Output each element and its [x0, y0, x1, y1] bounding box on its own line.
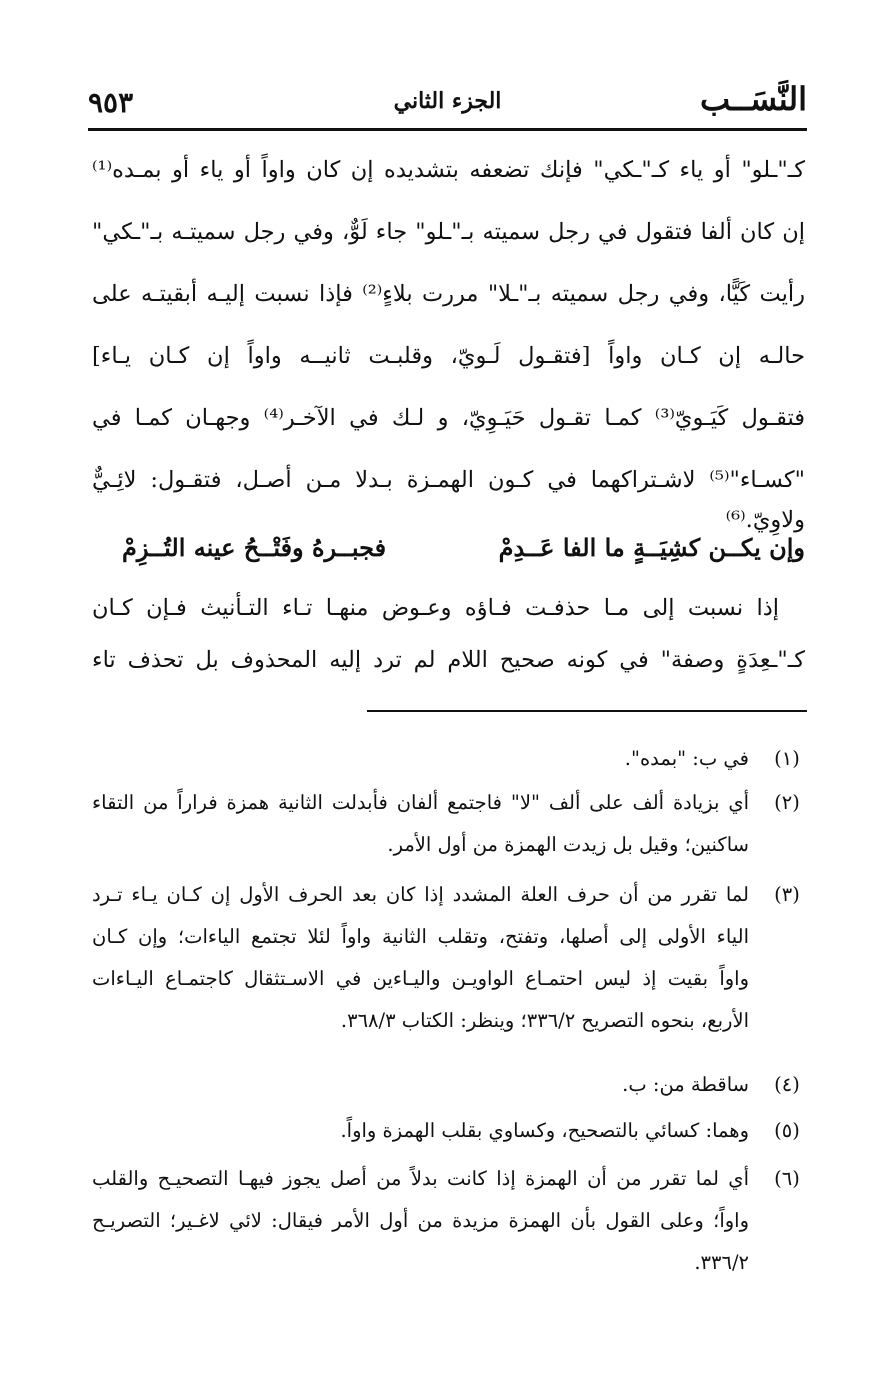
footnote-line: أي لما تقرر من أن الهمزة إذا كانت بدلاً من أصل يجوز فيهـا التصحيـح والقلب	[92, 1167, 749, 1190]
text-line: ولاوِيّ.⁽⁶⁾	[725, 507, 805, 533]
text-line: فتقـول كَيَـويّ⁽³⁾ كمـا تقـول حَيَـوِيّ، و لـك في الآخـر⁽⁴⁾ وجهـان كمـا في	[92, 405, 806, 431]
footnote-line: واواً؛ وعلى القول بأن الهمزة مزيدة من أول الأمر فيقال: لائي لاغـير؛ التصريـح	[92, 1209, 749, 1232]
text-line: إن كان ألفا فتقول في رجل سميته بـ"ـلو" جاء لَوٌّ، وفي رجل سميتـه بـ"ـكي"	[92, 219, 805, 245]
footnote-text	[92, 1110, 749, 1152]
footnote-number: (٢)	[774, 791, 800, 814]
footnote-separator	[367, 710, 807, 712]
footnote-number: (١)	[774, 747, 800, 770]
footnote-text	[92, 874, 749, 1042]
text-line: "كسـاء"⁽⁵⁾ لاشـتراكهما في كـون الهمـزة بـدلا مـن أصـل، فتقـول: لائِـيٌّ	[92, 467, 805, 493]
footnote-text	[92, 1064, 749, 1106]
footnote-number: (٥)	[774, 1119, 800, 1142]
footnote-line: ٣٣٦/٢.	[694, 1251, 749, 1274]
page-number: ٩٥٣	[88, 86, 134, 119]
footnote-line: واواً بقيت إذ ليس احتمـاع الواويـن واليـاءين في الاسـتثقال كاجتمـاع اليـاءات	[92, 967, 749, 990]
footnote-number: (٤)	[774, 1073, 800, 1096]
verse-second-hemistich: فجبــرهُ وفَتْــحُ عينه التُــزِمْ	[122, 533, 387, 562]
running-title: النَّسَــب	[699, 80, 807, 118]
footnote-text	[92, 738, 749, 780]
verse-first-hemistich: وإن يكــن كشِيَــةٍ ما الفا عَــدِمْ	[498, 533, 805, 562]
page-header	[88, 78, 807, 131]
poetry-verse	[92, 528, 805, 568]
footnote-line: ساقطة من: ب.	[622, 1073, 749, 1096]
footnote-text	[92, 782, 749, 866]
text-line: كـ"ـعِدَةٍ وصفة" في كونه صحيح اللام لم ترد إليه المحذوف بل تحذف تاء	[92, 647, 805, 673]
footnote-line: الياء الأولى إلى أصلها، وتفتح، وتقلب الثانية واواً لئلا تجتمع الياءات؛ وإن كـان	[92, 925, 749, 948]
text-line: كـ"ـلو" أو ياء كـ"ـكي" فإنك تضعفه بتشديده إن كان واواً أو ياء أو بمـده⁽¹⁾	[92, 157, 805, 183]
volume-label: الجزء الثاني	[393, 88, 502, 114]
text-line: إذا نسبت إلى مـا حذفـت فـاؤه وعـوض منهـا تـاء التـأنيث فـإن كـان	[92, 595, 779, 621]
footnote-line: لما تقرر من أن حرف العلة المشدد إذا كان بعد الحرف الأول إن كـان يـاء تـرد	[92, 883, 749, 906]
footnote-line: أي بزيادة ألف على ألف "لا" فاجتمع ألفان فأبدلت الثانية همزة فراراً من التقاء	[92, 791, 749, 814]
text-line: رأيت كَيًّا، وفي رجل سميته بـ"ـلا" مررت بلاءٍ⁽²⁾ فإذا نسبت إليـه أبقيتـه على	[92, 281, 805, 307]
footnote-text	[92, 1158, 749, 1284]
footnote-line: وهما: كسائي بالتصحيح، وكساوي بقلب الهمزة واواً.	[340, 1119, 749, 1142]
footnote-number: (٣)	[774, 883, 800, 906]
footnote-line: ساكنين؛ وقيل بل زيدت الهمزة من أول الأمر.	[387, 833, 749, 856]
footnote-line: في ب: "بمده".	[624, 747, 749, 770]
footnote-number: (٦)	[774, 1167, 800, 1190]
text-line: حالـه إن كـان واواً [فتقـول لَـويّ، وقلبـت ثانيــه واواً إن كـان يـاء]	[92, 343, 805, 369]
footnote-line: الأربع، بنحوه التصريح ٣٣٦/٢؛ وينظر: الكتاب ٣٦٨/٣.	[340, 1009, 749, 1032]
